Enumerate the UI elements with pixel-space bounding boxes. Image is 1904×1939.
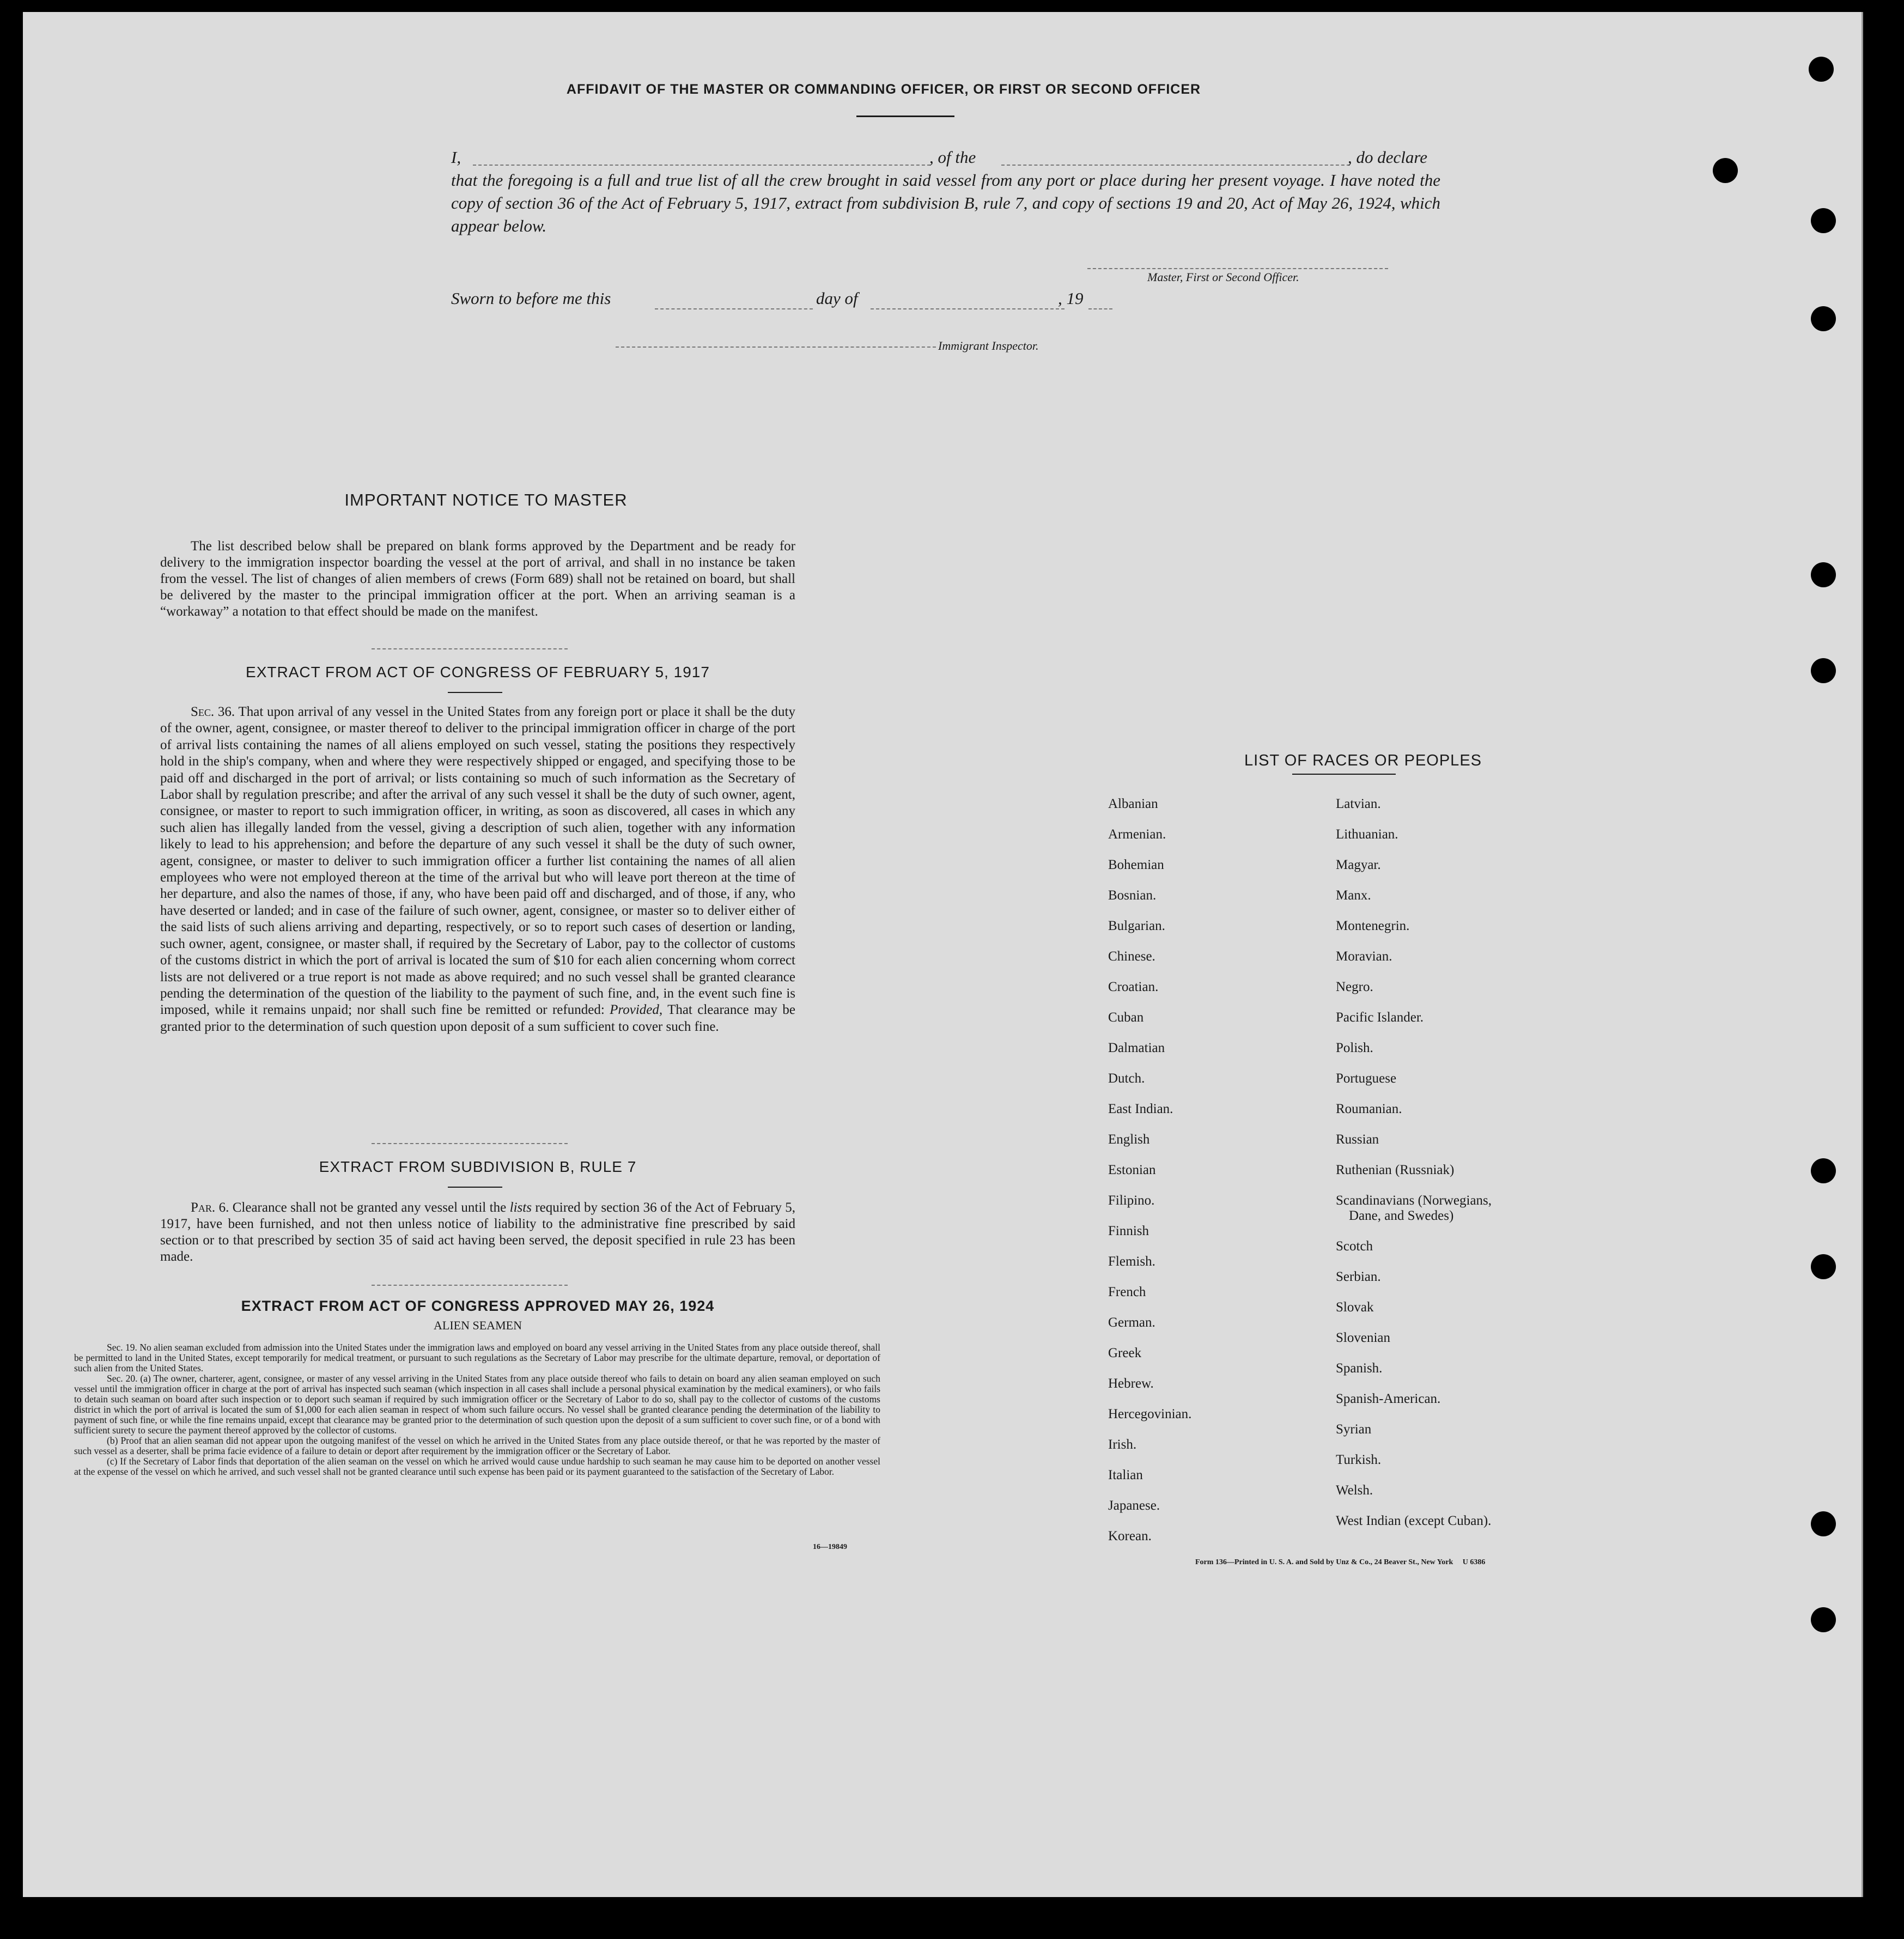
- race-item: Serbian.: [1336, 1269, 1381, 1284]
- form-page: [23, 12, 1863, 1897]
- punch-hole: [1713, 158, 1738, 183]
- race-item: Ruthenian (Russniak): [1336, 1163, 1455, 1177]
- affidavit-title: AFFIDAVIT OF THE MASTER OR COMMANDING OFFICER, OR FIRST OR SECOND OFFICER: [566, 82, 1201, 97]
- race-item: Polish.: [1336, 1041, 1373, 1055]
- declaration-body: that the foregoing is a full and true list of all the crew brought in said vessel from any port or place during her present voyage. I have noted the copy of section 36 of the Act of February 5, 1917, extract from subdivision B, rule 7, and copy of sections 19 and 20, Act of May 26, 1924, which appear below.: [451, 171, 1440, 235]
- name-blank[interactable]: [473, 165, 930, 166]
- race-item: Dutch.: [1108, 1071, 1145, 1086]
- sworn-label: Sworn to before me this: [451, 289, 611, 308]
- punch-hole: [1809, 57, 1834, 82]
- sworn-day-blank[interactable]: [655, 308, 813, 309]
- race-item: Welsh.: [1336, 1483, 1373, 1498]
- race-item: Roumanian.: [1336, 1102, 1402, 1116]
- race-item: Irish.: [1108, 1437, 1137, 1452]
- race-item: Manx.: [1336, 888, 1371, 903]
- alien-seamen-subtitle: ALIEN SEAMEN: [434, 1318, 522, 1332]
- race-item: Scandinavians (Norwegians,: [1336, 1193, 1492, 1208]
- race-item: Finnish: [1108, 1224, 1149, 1238]
- sec36-text: That upon arrival of any vessel in the United States from any foreign port or place it shall be the duty of the owner, agent, consignee, or master thereof to deliver to the principal immigration officer in charge of the port of arrival lists containing the names of all aliens employed on such vessel, stating the positions they respectively hold in the ship's company, when and where they were respectively shipped or engaged, and specifying those to be paid off and discharged in the port of arrival; or lists containing so much of such information as the Secretary of Labor shall by regulation prescribe; and after the arrival of any such vessel it shall be the duty of such owner, agent, consignee, or master to report to such immigration officer, in writing, as soon as discovered, all cases in which any such alien has illegally landed from the vessel, giving a description of such alien, together with any information likely to lead to his apprehension; and before the departure of any such vessel it shall be the duty of such owner, agent, consignee, or master to deliver to such immigration officer a further list containing the names of all alien employees who were not employed thereon at the time of the arrival but who will leave port thereon at the time of her departure, and also the names of those, if any, who have been paid off and discharged, and of those, if any, who have deserted or landed; and in case of the failure of such owner, agent, consignee, or master so to deliver either of the said lists of such aliens arriving and departing, respectively, or so to report such cases of desertion or landing, such owner, agent, consignee, or master shall, if required by the Secretary of Labor, pay to the collector of customs of the customs district in which the port of arrival is located the sum of $10 for each alien concerning whom correct lists are not delivered or a true report is not made as above required; and no such vessel shall be granted clearance pending the determination of the question of the liability to the payment of such fine, and, in the event such fine is imposed, while it remains unpaid; nor shall such fine be remitted or refunded:: [160, 704, 795, 1018]
- section-divider: [448, 1187, 502, 1188]
- race-item: Cuban: [1108, 1010, 1144, 1025]
- race-item: Hebrew.: [1108, 1376, 1154, 1391]
- race-item: English: [1108, 1132, 1150, 1147]
- race-item: Bulgarian.: [1108, 919, 1165, 933]
- race-item: Pacific Islander.: [1336, 1010, 1424, 1025]
- race-item: Dalmatian: [1108, 1041, 1165, 1055]
- race-item: Korean.: [1108, 1529, 1152, 1543]
- affidavit-declaration: [451, 146, 1440, 238]
- race-item: Bosnian.: [1108, 888, 1157, 903]
- race-item: East Indian.: [1108, 1102, 1173, 1116]
- title-divider: [856, 116, 954, 117]
- lists-word: lists: [509, 1200, 532, 1215]
- punch-hole: [1811, 1511, 1836, 1536]
- race-item: Lithuanian.: [1336, 827, 1398, 842]
- provided-word: Provided,: [610, 1002, 663, 1018]
- vessel-blank[interactable]: [1001, 165, 1350, 166]
- race-item: Estonian: [1108, 1163, 1156, 1177]
- race-item: Russian: [1336, 1132, 1379, 1147]
- master-signature-line[interactable]: [1087, 268, 1388, 269]
- section-divider: [372, 1285, 568, 1286]
- race-item: Slovenian: [1336, 1330, 1390, 1345]
- race-item: Montenegrin.: [1336, 919, 1410, 933]
- race-item: Bohemian: [1108, 858, 1164, 872]
- section-divider: [372, 1143, 568, 1144]
- race-item: Albanian: [1108, 797, 1158, 811]
- race-item: Magyar.: [1336, 858, 1381, 872]
- race-item: Latvian.: [1336, 797, 1381, 811]
- sec20b-text: (b) Proof that an alien seaman did not appear upon the outgoing manifest of the vessel on which he arrived in the United States from any place outside thereof, or that he was reported by the master of such vessel as a deserter, shall be prima facie evidence of a failure to detain or deport after requirement by the immigration officer or the Secretary of Labor.: [74, 1435, 880, 1456]
- extract-rule7-title: EXTRACT FROM SUBDIVISION B, RULE 7: [319, 1158, 637, 1175]
- section-divider: [448, 692, 502, 693]
- races-left-column: [1108, 789, 1191, 1552]
- inspector-label: Immigrant Inspector.: [938, 339, 1039, 352]
- sec19-text: Sec. 19. No alien seaman excluded from admission into the United States under the immigration laws and employed on board any vessel arriving in the United States from any place outside thereof, shall be permitted to land in the United States, except temporarily for medical treatment, or pursuant to such regulations as the Secretary of Labor may prescribe for the ultimate departure, removal, or deportation of such alien from the United States.: [74, 1342, 880, 1373]
- extract-1917-title: EXTRACT FROM ACT OF CONGRESS OF FEBRUARY 5, 1917: [246, 664, 710, 680]
- race-item: German.: [1108, 1315, 1155, 1330]
- sec20a-text: Sec. 20. (a) The owner, charterer, agent, consignee, or master of any vessel arriving in the United States from any place outside thereof who fails to detain on board any alien seaman employed on such vessel until the immigration officer in charge at the port of arrival has inspected such seaman (which inspection in all cases shall include a personal physical examination by the medical examiners), or who fails to detain such seaman on board after such inspection or to deport such seaman if required by such immigration officer or the Secretary of Labor to do so, shall pay to the collector of customs of the customs district in which the port of arrival is located the sum of $1,000 for each alien seaman in respect of whom such failure occurs. No vessel shall be granted clearance pending the determination of the liability to payment of such fine, or while the fine remains unpaid, except that clearance may be granted prior to the determination of such question upon the deposit of a sum sufficient to cover such fine, or of a bond with sufficient surety to secure the payment thereof approved by the collector of customs.: [74, 1373, 880, 1436]
- extract-1924-title: EXTRACT FROM ACT OF CONGRESS APPROVED MAY 26, 1924: [241, 1298, 715, 1314]
- sec36-text-end: That clearance may be granted prior to the determination of such question upon deposit of a sum sufficient to cover such fine.: [160, 1002, 795, 1034]
- race-item: Flemish.: [1108, 1254, 1155, 1269]
- par6-text-a: Clearance shall not be granted any vessel until the: [232, 1200, 507, 1215]
- race-item: West Indian (except Cuban).: [1336, 1513, 1492, 1528]
- races-divider: [1292, 774, 1396, 775]
- punch-hole: [1811, 1158, 1836, 1183]
- race-item: Italian: [1108, 1468, 1143, 1482]
- declaration-do-declare: , do declare: [1348, 148, 1428, 167]
- par6-label: Par. 6.: [191, 1200, 229, 1215]
- sec36-label: Sec. 36.: [191, 704, 235, 719]
- sworn-year-blank[interactable]: [1088, 308, 1112, 309]
- race-item: Negro.: [1336, 980, 1373, 994]
- race-item: Filipino.: [1108, 1193, 1155, 1208]
- race-item: Turkish.: [1336, 1452, 1382, 1467]
- race-item: Armenian.: [1108, 827, 1166, 842]
- declaration-i: I,: [451, 148, 461, 167]
- race-item: Syrian: [1336, 1422, 1372, 1437]
- day-of-label: day of: [816, 289, 858, 308]
- par6-text-b: required by section 36 of the Act of February 5, 1917, have been furnished, and not then unless notice of liability to the administrative fine prescribed by said section or to that prescribed by section 35 of said act having been served, the deposit specified in rule 23 has been made.: [160, 1200, 795, 1264]
- punch-hole: [1811, 208, 1836, 233]
- race-item: Hercegovinian.: [1108, 1407, 1192, 1421]
- year-prefix: , 19: [1058, 289, 1084, 308]
- race-item: Slovak: [1336, 1300, 1374, 1315]
- sec20c-text: (c) If the Secretary of Labor finds that deportation of the alien seaman on the vessel on which he arrived would cause undue hardship to such seaman he may cause him to be deported on another vessel at the expense of the vessel on which he arrived, and such vessel shall not be granted clearance until such expense has been paid or its payment guaranteed to the satisfaction of the Secretary of Labor.: [74, 1456, 880, 1477]
- races-title: LIST OF RACES OR PEOPLES: [1244, 752, 1482, 769]
- declaration-of-the: , of the: [929, 148, 976, 167]
- race-item: Scotch: [1336, 1239, 1373, 1254]
- race-item: Portuguese: [1336, 1071, 1397, 1086]
- form-footer: [1195, 1558, 1485, 1567]
- race-item: Spanish.: [1336, 1361, 1383, 1376]
- race-item: Dane, and Swedes): [1349, 1208, 1454, 1223]
- race-item: Japanese.: [1108, 1498, 1160, 1513]
- race-item: Spanish-American.: [1336, 1391, 1441, 1406]
- notice-title: IMPORTANT NOTICE TO MASTER: [344, 490, 628, 509]
- races-right-column: [1336, 789, 1492, 1536]
- punch-hole: [1811, 1607, 1836, 1632]
- form-line: Form 136—Printed in U. S. A. and Sold by Unz & Co., 24 Beaver St., New York: [1195, 1558, 1453, 1566]
- punch-hole: [1811, 1254, 1836, 1279]
- race-item: French: [1108, 1285, 1146, 1299]
- race-item: Moravian.: [1336, 949, 1392, 964]
- master-label: Master, First or Second Officer.: [1147, 270, 1299, 284]
- punch-hole: [1811, 658, 1836, 683]
- race-item: Greek: [1108, 1346, 1142, 1360]
- extract-1924-body: [74, 1342, 880, 1477]
- notice-body: The list described below shall be prepared on blank forms approved by the Department and be ready for delivery to the immigration inspector boarding the vessel at the port of arrival, and shall in no instance be taken from the vessel. The list of changes of alien members of crews (Form 689) shall not be retained on board, but shall be delivered by the master to the principal immigration officer at the port. When an arriving seaman is a “workaway” a notation to that effect should be made on the manifest.: [160, 539, 795, 619]
- inspector-signature-line[interactable]: [616, 347, 936, 348]
- punch-hole: [1811, 562, 1836, 587]
- extract-1917-body: [160, 704, 795, 1035]
- printer-code: 16—19849: [813, 1543, 847, 1551]
- race-item: Chinese.: [1108, 949, 1155, 964]
- extract-rule7-body: [160, 1200, 795, 1265]
- sworn-month-blank[interactable]: [871, 308, 1064, 309]
- punch-hole: [1811, 306, 1836, 331]
- form-code: U 6386: [1462, 1558, 1486, 1566]
- race-item: Croatian.: [1108, 980, 1159, 994]
- section-divider: [372, 648, 568, 649]
